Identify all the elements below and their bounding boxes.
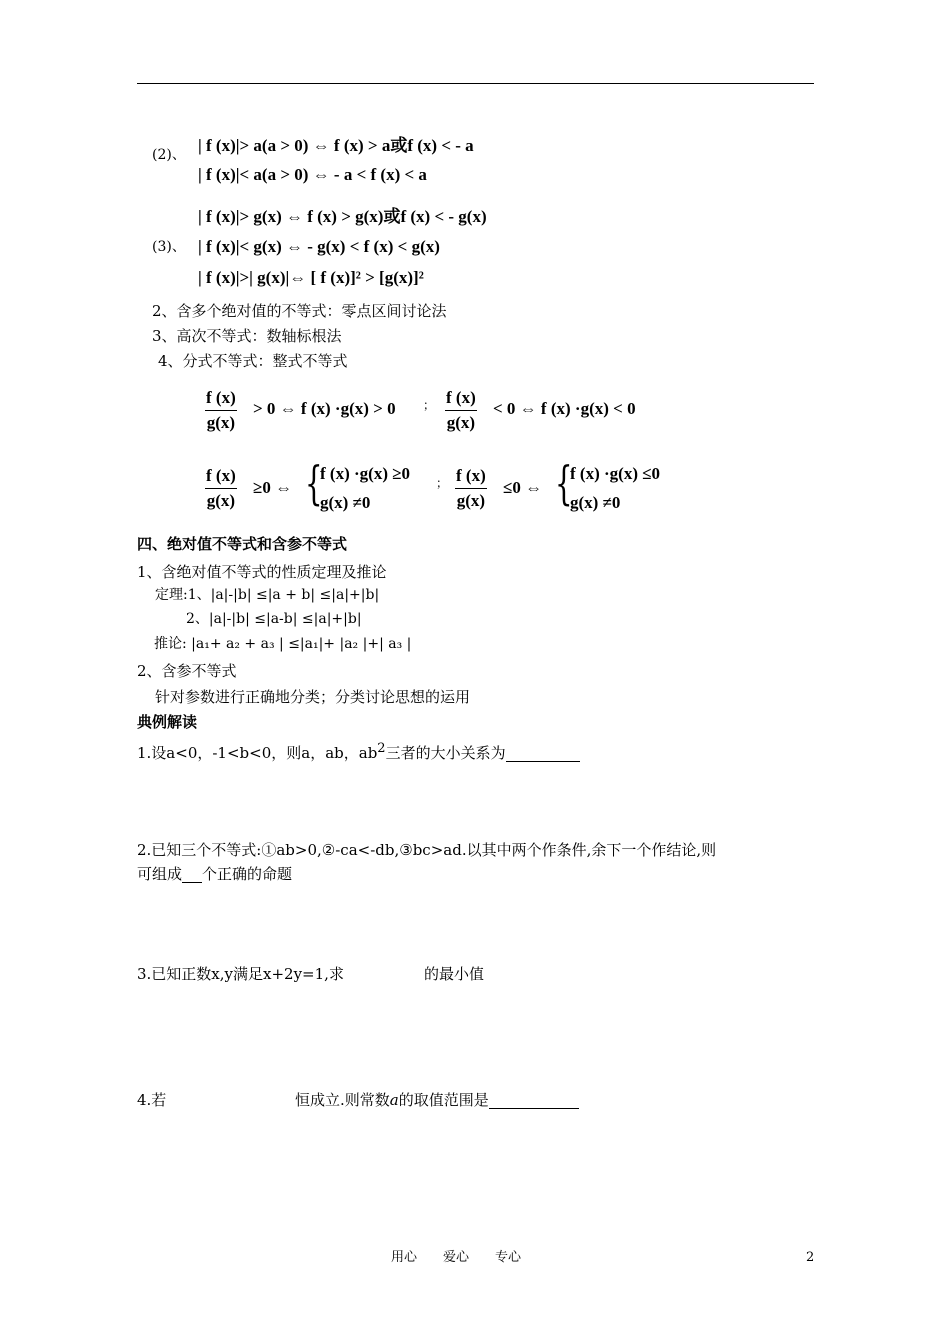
fraction-2 [445,388,477,433]
fraction-rule-4-top: f (x) ·g(x) ≤0 [570,464,661,483]
fraction-1 [205,388,237,433]
question-4: 4.若 [137,1091,167,1109]
question-3-tail: 的最小值 [424,965,485,983]
question-4-variable: a [389,1091,399,1109]
footer-motto: 用心 爱心 专心 [391,1250,522,1265]
fraction-1-numerator: f (x) [205,388,237,411]
question-2-line-1: 2.已知三个不等式:①ab>0,②-ca<-db,③bc>ad.以其中两个作条件,余下一个作结论,则 [137,841,717,859]
page-number: 2 [806,1250,815,1265]
question-2-text: 可组成 [137,865,183,883]
answer-blank-1[interactable] [506,745,580,762]
question-1-text-2: 三者的大小关系为 [385,744,506,762]
corollary: 推论: |a₁+ a₂ + a₃ | ≤|a₁|+ |a₂ |+| a₃ | [154,636,412,652]
theorem-1: 定理:1、|a|-|b| ≤|a + b| ≤|a|+|b| [155,587,380,603]
question-2-text-2: 个正确的命题 [202,865,293,883]
fraction-4-numerator: f (x) [455,466,487,489]
item2-label: (2)、 [152,147,186,163]
examples-heading: 典例解读 [137,713,198,731]
item3-formula-3: | f (x)|>| g(x)|⇔ [ f (x)]² > [g(x)]² [198,268,424,287]
method-4: 4、分式不等式：整式不等式 [158,352,348,370]
question-1-text: 1.设a<0，-1<b<0，则a，ab，ab [137,744,378,762]
item2-formula-2: | f (x)|< a(a > 0) ⇔ - a < f (x) < a [198,165,427,184]
rule-separator-2: ； [436,476,449,490]
method-3: 3、高次不等式：数轴标根法 [152,327,342,345]
rule-separator-1: ； [423,398,436,412]
fraction-4-denominator: g(x) [456,491,486,510]
question-1 [137,741,580,762]
question-3: 3.已知正数x,y满足x+2y=1,求 [137,965,344,983]
item3-label: (3)、 [152,239,186,255]
fraction-3-denominator: g(x) [206,491,236,510]
fraction-rule-1: > 0 ⇔ f (x) ·g(x) > 0 [253,399,396,418]
question-2-line-2 [137,865,292,883]
question-4-text: 恒成立.则常数 [295,1091,390,1109]
fraction-rule-3-bottom: g(x) ≠0 [320,493,371,512]
fraction-3-numerator: f (x) [205,466,237,489]
fraction-2-denominator: g(x) [446,413,476,432]
item3-formula-1: | f (x)|> g(x) ⇔ f (x) > g(x)或f (x) < - g(x) [198,207,487,226]
answer-blank-2[interactable] [182,866,202,883]
section-4-item-1: 1、含绝对值不等式的性质定理及推论 [137,563,387,581]
question-1-superscript: 2 [377,741,386,756]
item3-formula-2: | f (x)|< g(x) ⇔ - g(x) < f (x) < g(x) [198,237,440,256]
item2-formula-1: | f (x)|> a(a > 0) ⇔ f (x) > a或f (x) < - a [198,136,474,155]
fraction-4 [455,466,487,511]
fraction-3 [205,466,237,511]
fraction-rule-2: < 0 ⇔ f (x) ·g(x) < 0 [493,399,636,418]
fraction-2-numerator: f (x) [445,388,477,411]
left-brace-1: { [305,456,323,510]
header-rule [137,83,814,84]
fraction-rule-4-bottom: g(x) ≠0 [570,493,621,512]
method-2: 2、含多个绝对值的不等式：零点区间讨论法 [152,302,447,320]
answer-blank-4[interactable] [489,1092,579,1109]
fraction-rule-3-top: f (x) ·g(x) ≥0 [320,464,411,483]
fraction-rule-4: ≤0 ⇔ [503,478,543,497]
fraction-rule-3: ≥0 ⇔ [253,478,293,497]
section-4-item-2-desc: 针对参数进行正确地分类；分类讨论思想的运用 [155,688,471,706]
section-4-item-2: 2、含参不等式 [137,662,237,680]
left-brace-2: { [555,456,573,510]
theorem-2: 2、|a|-|b| ≤|a-b| ≤|a|+|b| [186,611,362,627]
question-4-text-2: 的取值范围是 [398,1091,489,1109]
section-4-heading: 四、绝对值不等式和含参不等式 [137,535,348,553]
question-4-tail [295,1091,579,1109]
fraction-1-denominator: g(x) [206,413,236,432]
